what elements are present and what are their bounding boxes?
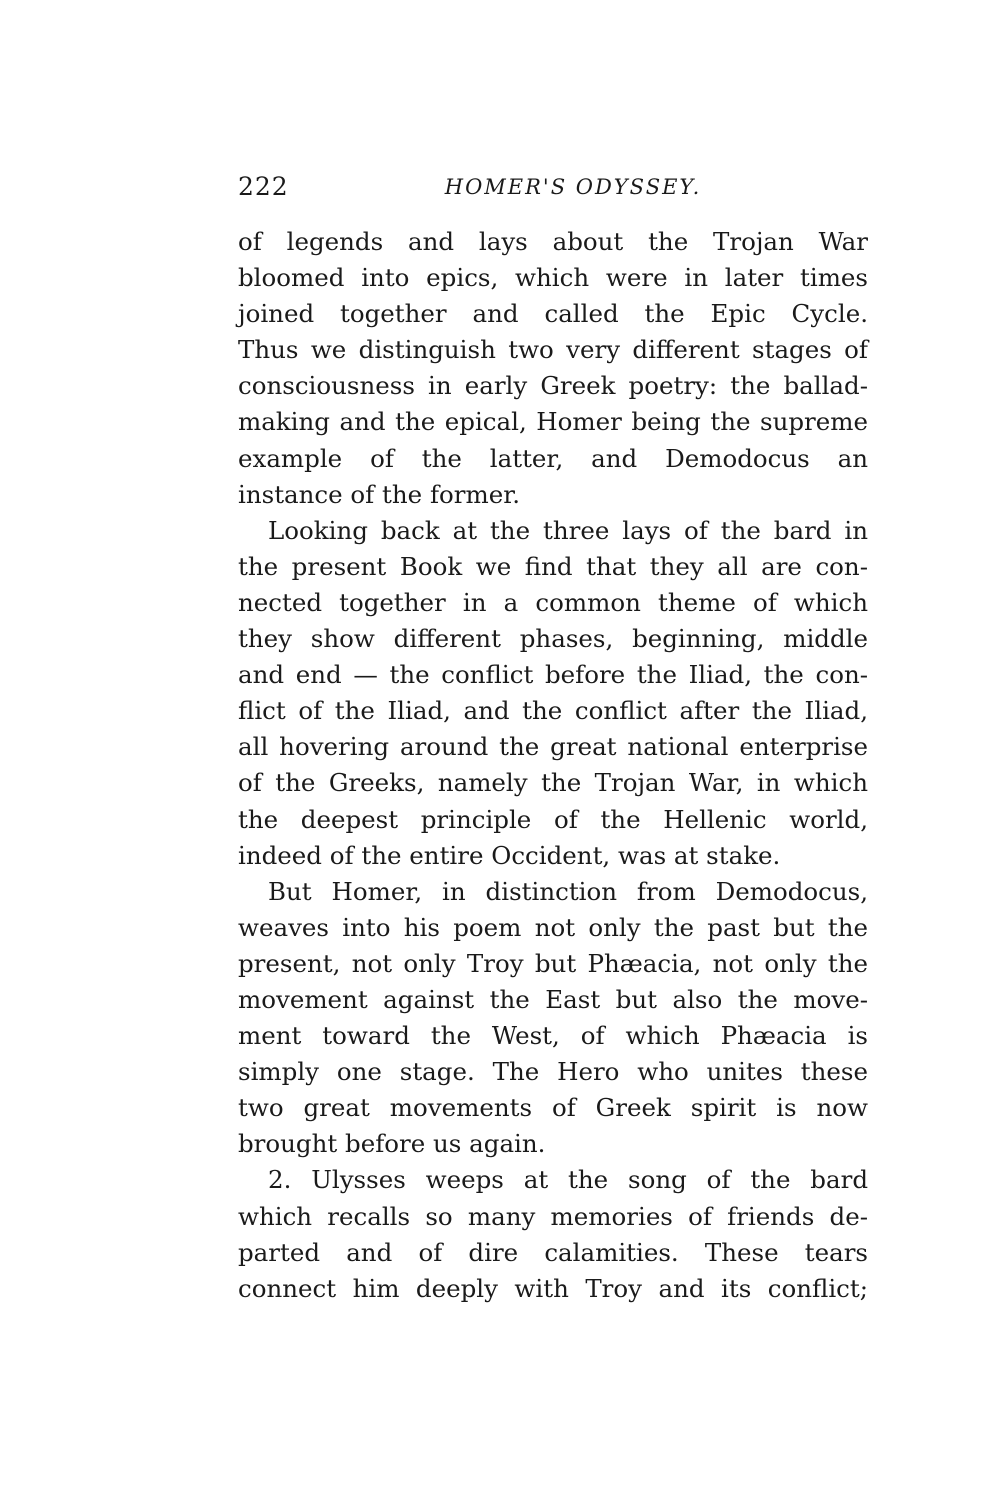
text-line: bloomed into epics, which were in later times	[238, 263, 868, 293]
text-line: flict of the Iliad, and the conflict after the Iliad,	[238, 696, 868, 726]
text-line: all hovering around the great national enterprise	[238, 732, 868, 762]
text-line: indeed of the entire Occident, was at stake.	[238, 840, 781, 870]
text-line: making and the epical, Homer being the supreme	[238, 407, 868, 437]
text-line: Thus we distinguish two very different stages of	[238, 335, 868, 365]
body-text	[238, 224, 868, 1307]
text-line: which recalls so many memories of friends de-	[238, 1201, 868, 1231]
running-title: HOMER'S ODYSSEY.	[444, 175, 702, 199]
text-line: Looking back at the three lays of the bard in	[268, 515, 868, 545]
text-line: brought before us again.	[238, 1129, 546, 1159]
paragraph	[238, 513, 868, 874]
text-line: example of the latter, and Demodocus an	[238, 443, 868, 473]
text-line: two great movements of Greek spirit is now	[238, 1093, 868, 1123]
paragraph	[238, 224, 868, 513]
text-line: instance of the former.	[238, 479, 521, 509]
page-number: 222	[238, 172, 289, 201]
text-line: the present Book we find that they all are con-	[238, 551, 868, 581]
text-line: present, not only Troy but Phæacia, not only the	[238, 948, 868, 978]
text-line: nected together in a common theme of which	[238, 587, 868, 617]
text-line: consciousness in early Greek poetry: the ballad-	[238, 371, 868, 401]
text-line: the deepest principle of the Hellenic world,	[238, 804, 868, 834]
text-line: they show different phases, beginning, middle	[238, 624, 868, 654]
text-line: movement against the East but also the move-	[238, 984, 868, 1014]
text-line: joined together and called the Epic Cycle.	[238, 299, 868, 329]
text-line: and end — the conflict before the Iliad, the con-	[238, 660, 868, 690]
text-line: But Homer, in distinction from Demodocus,	[268, 876, 868, 906]
running-head	[238, 172, 868, 206]
text-line: simply one stage. The Hero who unites these	[238, 1057, 868, 1087]
text-line: of legends and lays about the Trojan War	[238, 227, 868, 256]
text-line: of the Greeks, namely the Trojan War, in which	[238, 768, 868, 798]
text-line: 2. Ulysses weeps at the song of the bard	[268, 1165, 868, 1195]
text-line: connect him deeply with Troy and its conflict;	[238, 1273, 868, 1303]
paragraph	[238, 1162, 868, 1306]
text-line: ment toward the West, of which Phæacia is	[238, 1021, 868, 1051]
paragraph	[238, 874, 868, 1163]
text-line: weaves into his poem not only the past but the	[238, 912, 868, 942]
text-line: parted and of dire calamities. These tears	[238, 1237, 868, 1267]
